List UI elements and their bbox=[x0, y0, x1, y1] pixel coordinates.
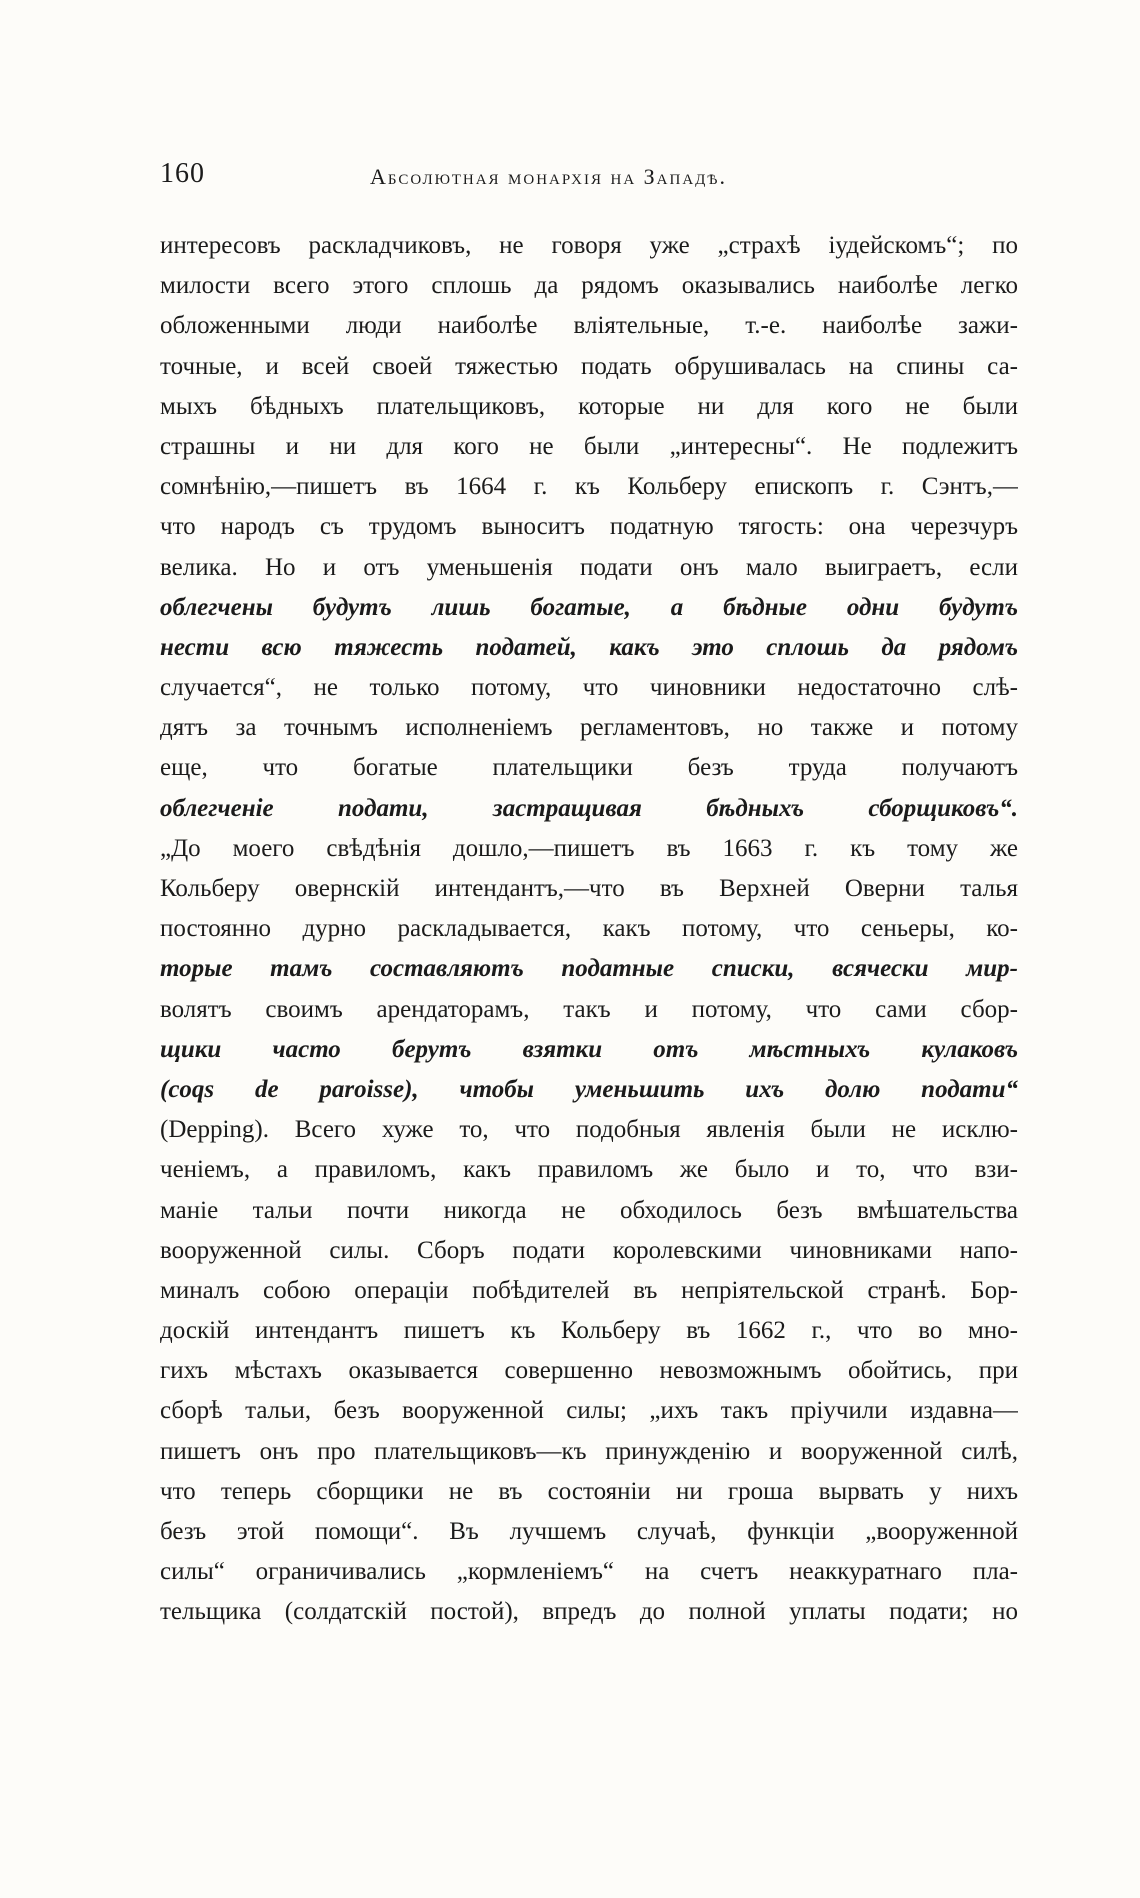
text-line: что народъ съ трудомъ выноситъ податную тягость: она черезчуръ bbox=[160, 513, 1018, 541]
text-line: доскій интендантъ пишетъ къ Кольберу въ 1662 г., что во мно- bbox=[160, 1317, 1018, 1345]
text-line: постоянно дурно раскладывается, какъ потому, что сеньеры, ко- bbox=[160, 915, 1018, 943]
text-line: что теперь сборщики не въ состояніи ни гроша вырвать у нихъ bbox=[160, 1477, 1018, 1505]
text-line: вооруженной силы. Сборъ подати королевскими чиновниками напо- bbox=[160, 1236, 1018, 1264]
text-line: дятъ за точнымъ исполненіемъ регламентовъ, но также и потому bbox=[160, 714, 1018, 742]
text-line: случается“, не только потому, что чиновники недостаточно слѣ- bbox=[160, 674, 1018, 702]
text-line: велика. Но и отъ уменьшенія подати онъ мало выиграетъ, если bbox=[160, 553, 1018, 581]
text-line: нести всю тяжесть податей, какъ это сплошь да рядомъ bbox=[160, 633, 1018, 661]
text-line: точные, и всей своей тяжестью подать обрушивалась на спины са- bbox=[160, 352, 1018, 380]
text-line: силы“ ограничивались „кормленіемъ“ на счетъ неаккуратнаго пла- bbox=[160, 1558, 1018, 1586]
text-line: мыхъ бѣдныхъ плательщиковъ, которые ни для кого не были bbox=[160, 392, 1018, 420]
text-line: щики часто берутъ взятки отъ мѣстныхъ кулаковъ bbox=[160, 1035, 1018, 1063]
text-line: обложенными люди наиболѣе вліятельные, т.-е. наиболѣе зажи- bbox=[160, 312, 1018, 340]
text-line: безъ этой помощи“. Въ лучшемъ случаѣ, функціи „вооруженной bbox=[160, 1518, 1018, 1545]
text-line: гихъ мѣстахъ оказывается совершенно невозможнымъ обойтись, при bbox=[160, 1357, 1018, 1385]
text-line: облегченіе подати, застращивая бѣдныхъ сборщиковъ“. bbox=[160, 794, 1018, 822]
text-line: страшны и ни для кого не были „интересны“. Не подлежитъ bbox=[160, 432, 1018, 460]
page-number: 160 bbox=[160, 158, 205, 189]
text-line: маніе тальи почти никогда не обходилось безъ вмѣшательства bbox=[160, 1196, 1018, 1224]
text-line: интересовъ раскладчиковъ, не говоря уже „страхѣ іудейскомъ“; по bbox=[160, 232, 1018, 259]
text-line: (Depping). Всего хуже то, что подобныя явленія были не исклю- bbox=[160, 1116, 1018, 1144]
text-line: „До моего свѣдѣнія дошло,—пишетъ въ 1663 г. къ тому же bbox=[160, 834, 1018, 862]
text-line: ченіемъ, а правиломъ, какъ правиломъ же было и то, что взи- bbox=[160, 1156, 1018, 1184]
text-line: Кольберу овернскій интендантъ,—что въ Верхней Оверни талья bbox=[160, 875, 1018, 902]
text-line: облегчены будутъ лишь богатые, а бѣдные одни будутъ bbox=[160, 593, 1018, 621]
text-line: пишетъ онъ про плательщиковъ—къ принужденію и вооруженной силѣ, bbox=[160, 1437, 1018, 1465]
text-line: (coqs de paroisse), чтобы уменьшить ихъ долю подати“ bbox=[160, 1075, 1018, 1103]
running-title: Абсолютная монархія на Западѣ. bbox=[370, 164, 727, 189]
text-line: сомнѣнію,—пишетъ въ 1664 г. къ Кольберу епископъ г. Сэнтъ,— bbox=[160, 473, 1018, 501]
page-header bbox=[160, 158, 1020, 198]
text-line: торые тамъ составляютъ податные списки, всячески мир- bbox=[160, 955, 1018, 983]
text-line: миналъ собою операціи побѣдителей въ непріятельской странѣ. Бор- bbox=[160, 1276, 1018, 1304]
body-text bbox=[160, 226, 1018, 1633]
text-line: волятъ своимъ арендаторамъ, такъ и потому, что сами сбор- bbox=[160, 995, 1018, 1023]
text-line: еще, что богатые плательщики безъ труда получаютъ bbox=[160, 754, 1018, 782]
text-line: сборѣ тальи, безъ вооруженной силы; „ихъ такъ пріучили издавна— bbox=[160, 1397, 1018, 1425]
text-line: милости всего этого сплошь да рядомъ оказывались наиболѣе легко bbox=[160, 272, 1018, 300]
text-line: тельщика (солдатскій постой), впредъ до полной уплаты подати; но bbox=[160, 1598, 1018, 1626]
